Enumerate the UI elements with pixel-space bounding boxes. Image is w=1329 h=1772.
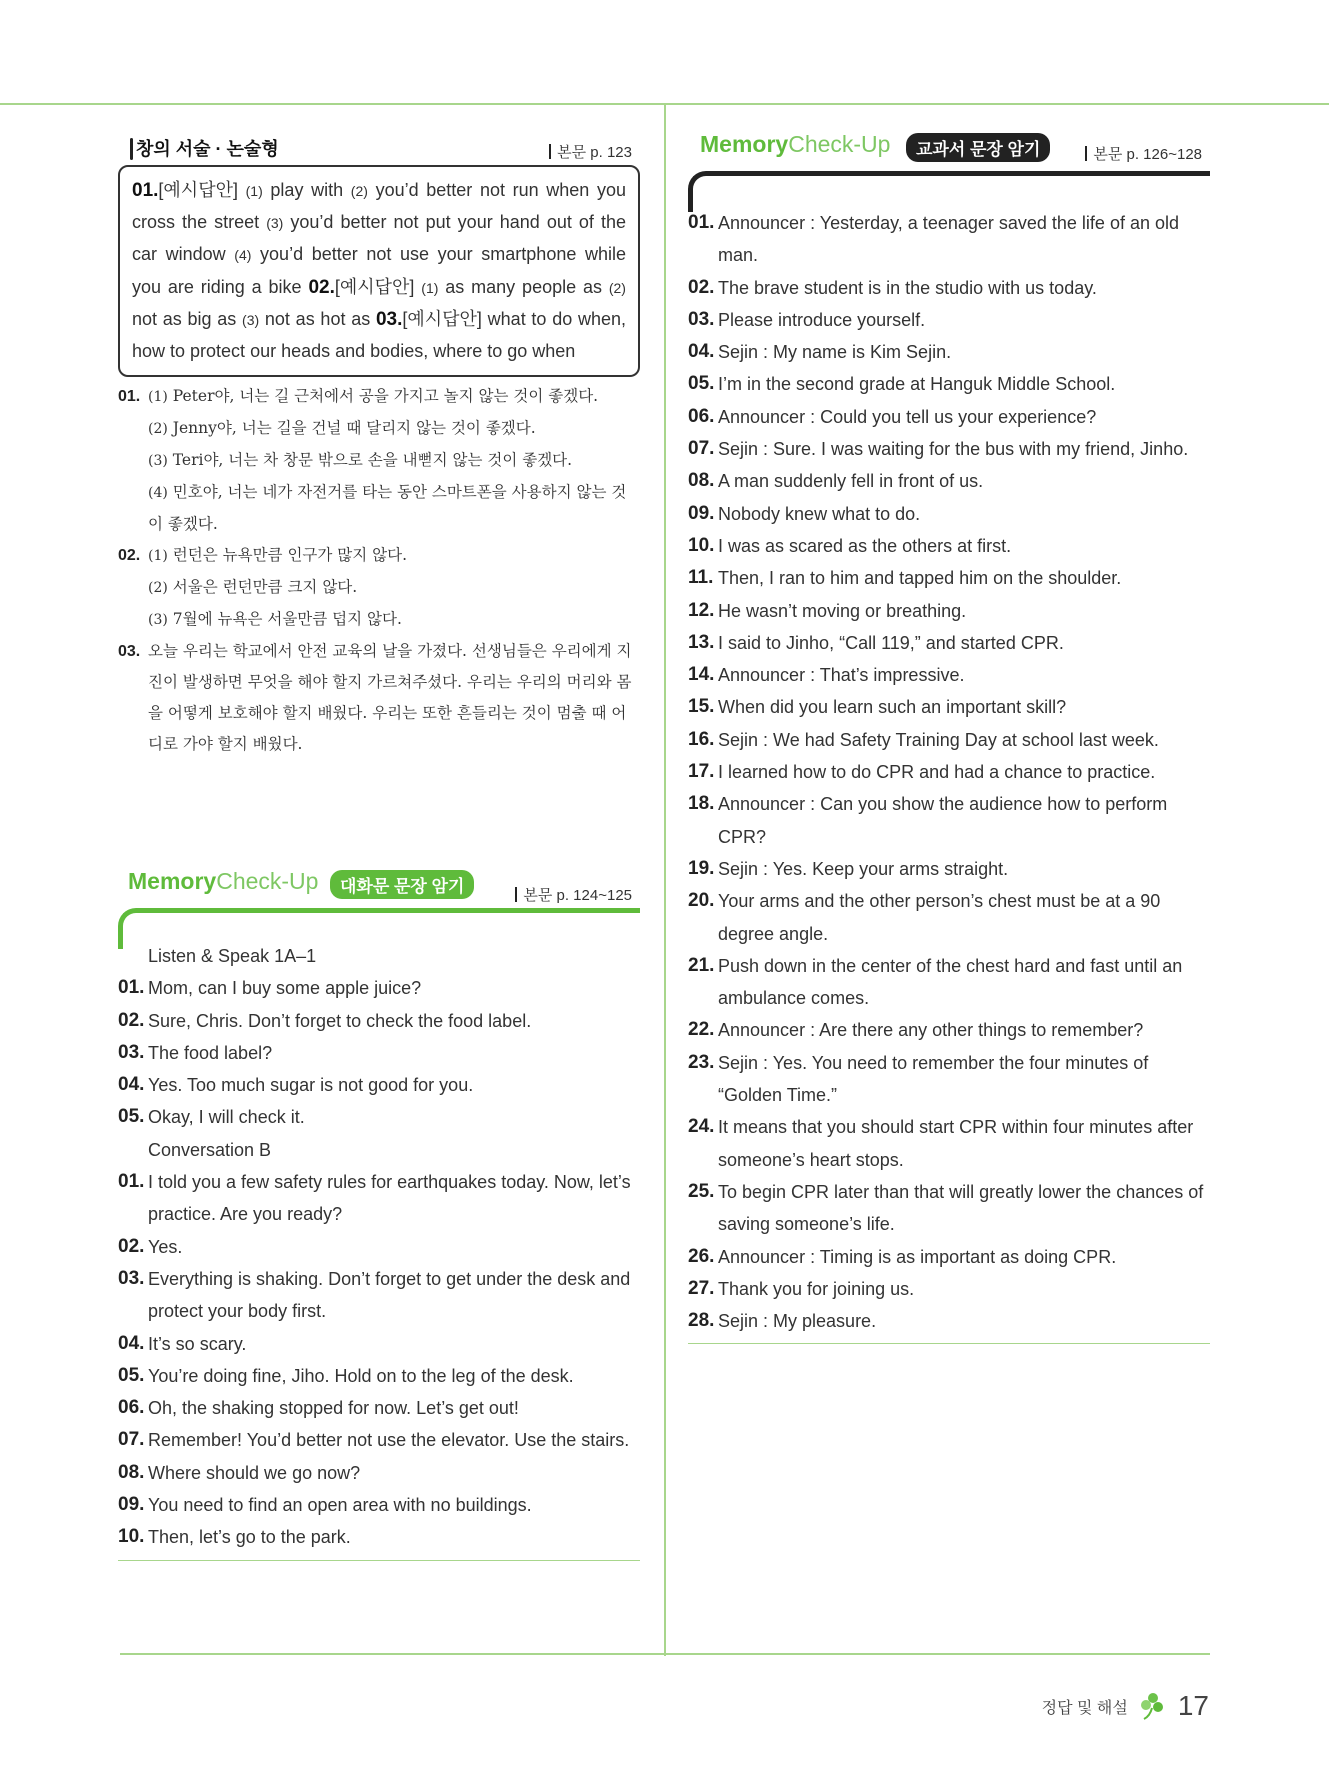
sentence-number: 03. <box>688 308 715 330</box>
answer-sub-number: (3) <box>266 215 284 232</box>
korean-item <box>118 445 640 477</box>
sentence-text: Announcer : Can you show the audience how to perform CPR? <box>718 794 1168 847</box>
sentence-line <box>118 1101 640 1133</box>
sentence-number: 22. <box>688 1019 715 1041</box>
answer-box <box>118 165 640 377</box>
sentence-number: 11. <box>688 567 714 589</box>
sentence-text: Announcer : Timing is as important as doing CPR. <box>718 1246 1117 1267</box>
sentence-number: 01. <box>688 212 715 233</box>
sentence-number: 24. <box>688 1116 715 1138</box>
creative-header <box>118 135 640 165</box>
sentence-text: Yes. <box>148 1236 183 1257</box>
korean-item <box>118 413 640 445</box>
sentence-line <box>688 368 1210 400</box>
sentence-number: 05. <box>118 1106 145 1128</box>
sentence-line <box>118 1166 640 1231</box>
sentence-line <box>118 1134 640 1166</box>
memory-word: Memory <box>700 131 789 157</box>
sentence-number: 06. <box>118 1397 145 1419</box>
sentence-line <box>688 950 1210 1015</box>
sentence-line <box>118 1392 640 1424</box>
sentence-text: Thank you for joining us. <box>718 1278 915 1299</box>
sentence-text: Mom, can I buy some apple juice? <box>148 978 422 999</box>
column-divider <box>664 103 666 1656</box>
sentence-number: 03. <box>118 1267 145 1289</box>
sentence-text: Announcer : Could you tell us your experience? <box>718 406 1097 427</box>
sentence-line <box>688 659 1210 691</box>
korean-item-sub: (1) <box>148 389 168 406</box>
memory-right-end-rule <box>688 1343 1210 1344</box>
sentence-line <box>688 853 1210 885</box>
sentence-number: 13. <box>688 631 715 653</box>
sentence-number: 28. <box>688 1310 715 1332</box>
korean-item-sub: (2) <box>148 580 168 597</box>
sentence-line <box>688 465 1210 497</box>
memory-left-section <box>118 868 640 1561</box>
sentence-number: 09. <box>118 1494 145 1516</box>
sentence-number: 16. <box>688 728 715 750</box>
korean-translation-list <box>118 381 640 760</box>
sentence-text: Sejin : Yes. You need to remember the four minutes of “Golden Time.” <box>718 1052 1149 1106</box>
sentence-text: Nobody knew what to do. <box>718 503 921 524</box>
sentence-number: 25. <box>688 1180 715 1202</box>
sentence-line <box>688 530 1210 562</box>
sentence-line <box>118 1521 640 1553</box>
sentence-number: 02. <box>688 276 715 298</box>
korean-item <box>118 540 640 572</box>
checkup-word: Check-Up <box>216 868 319 894</box>
creative-title: 창의 서술 · 논술형 <box>136 139 279 159</box>
korean-item-sub: (3) <box>148 453 168 470</box>
answer-number: 03. <box>375 308 403 330</box>
sentence-line <box>688 1176 1210 1241</box>
sentence-line <box>118 1424 640 1456</box>
page-number: 17 <box>1177 1690 1209 1721</box>
checkup-word: Check-Up <box>788 131 891 157</box>
sentence-line <box>688 272 1210 304</box>
sentence-text: It’s so scary. <box>148 1333 247 1354</box>
sentence-text: A man suddenly fell in front of us. <box>718 471 984 492</box>
korean-item <box>118 604 640 636</box>
sentence-number: 01. <box>118 1171 145 1193</box>
sentence-line <box>118 972 640 1004</box>
sentence-text: I’m in the second grade at Hanguk Middle School. <box>718 374 1116 395</box>
korean-item <box>118 572 640 604</box>
sentence-number: 05. <box>688 373 715 395</box>
sentence-text: Sejin : My name is Kim Sejin. <box>718 342 952 363</box>
sentence-line <box>688 336 1210 368</box>
korean-item-number: 02. <box>118 547 141 565</box>
sentence-number: 04. <box>118 1074 145 1096</box>
korean-item-text: 오늘 우리는 학교에서 안전 교육의 날을 가졌다. 선생님들은 우리에게 지진이 발생하면 무엇을 해야 할지 가르쳐주셨다. 우리는 우리의 머리와 몸을 어떻게 보호해야 할지 배웠다. 우리는 또한 흔들리는 것이 멈출 때 어디로 가야 할지 배웠다. <box>148 642 632 754</box>
memory-word: Memory <box>128 868 217 894</box>
sentence-line <box>118 1328 640 1360</box>
sentence-text: I was as scared as the others at first. <box>718 535 1012 556</box>
korean-item-number: 01. <box>118 388 141 406</box>
sentence-line <box>688 885 1210 950</box>
sentence-text: Then, let’s go to the park. <box>148 1527 351 1548</box>
answer-text: not as hot as <box>259 308 376 329</box>
sentence-number: 17. <box>688 761 715 783</box>
korean-item-text: Peter야, 너는 길 근처에서 공을 가지고 놀지 않는 것이 좋겠다. <box>172 387 599 406</box>
sentence-line <box>688 691 1210 723</box>
sentence-number: 14. <box>688 664 715 686</box>
korean-item-sub: (4) <box>148 485 168 502</box>
answer-text: you’d better not put your hand out of the car window <box>132 212 626 265</box>
sentence-text: Sejin : Sure. I was waiting for the bus with my friend, Jinho. <box>718 439 1189 460</box>
sentence-text: Listen & Speak 1A–1 <box>148 946 317 966</box>
sentence-number: 05. <box>118 1364 145 1386</box>
sentence-line <box>688 304 1210 336</box>
memory-right-lines <box>688 207 1210 1337</box>
sentence-number: 10. <box>118 1526 145 1548</box>
answer-sub-number: (3) <box>242 311 260 328</box>
korean-item-sub: (1) <box>148 548 168 565</box>
sentence-line <box>688 401 1210 433</box>
sentence-number: 23. <box>688 1051 715 1073</box>
sentence-line <box>118 1231 640 1263</box>
memory-left-end-rule <box>118 1560 640 1561</box>
sentence-text: I told you a few safety rules for earthquakes today. Now, let’s practice. Are you ready? <box>148 1172 631 1225</box>
sentence-text: When did you learn such an important skill? <box>718 697 1067 718</box>
sentence-line <box>118 1457 640 1489</box>
sentence-text: Remember! You’d better not use the elevator. Use the stairs. <box>148 1430 630 1451</box>
korean-item-number: 03. <box>118 643 141 661</box>
sentence-text: Announcer : Are there any other things to remember? <box>718 1020 1144 1041</box>
sentence-text: It means that you should start CPR within four minutes after someone’s heart stops. <box>718 1117 1194 1170</box>
sentence-number: 08. <box>118 1461 145 1483</box>
memory-left-lines <box>118 940 640 1554</box>
sentence-number: 09. <box>688 502 715 524</box>
sentence-text: He wasn’t moving or breathing. <box>718 600 967 621</box>
memory-right-title <box>700 131 890 158</box>
answer-sub-number: (1) <box>245 183 263 199</box>
korean-item <box>118 636 640 760</box>
clover-leaf-icon <box>1138 1691 1168 1721</box>
answer-text: [예시답안] <box>158 180 246 200</box>
answer-sub-number: (2) <box>608 279 626 296</box>
memory-right-page-ref: 본문 p. 126~128 <box>1085 143 1202 164</box>
sentence-number: 01. <box>118 977 145 999</box>
sentence-text: You need to find an open area with no buildings. <box>148 1495 532 1516</box>
sentence-line <box>688 433 1210 465</box>
sentence-text: Sejin : We had Safety Training Day at school last week. <box>718 729 1159 750</box>
sentence-text: Where should we go now? <box>148 1462 361 1483</box>
sentence-text: The food label? <box>148 1042 273 1063</box>
sentence-number: 08. <box>688 470 715 492</box>
sentence-text: To begin CPR later than that will greatly lower the chances of saving someone’s life. <box>718 1181 1204 1235</box>
sentence-line <box>688 1241 1210 1273</box>
creative-section <box>118 135 640 760</box>
sentence-line <box>118 940 640 972</box>
memory-left-page-ref: 본문 p. 124~125 <box>515 884 632 905</box>
sentence-line <box>688 1047 1210 1112</box>
answer-text: as many people as <box>438 276 609 297</box>
answer-sub-number: (2) <box>350 183 368 199</box>
answer-sub-number: (1) <box>421 279 439 296</box>
sentence-text: Sejin : My pleasure. <box>718 1311 877 1332</box>
answer-text: [예시답안] <box>334 276 422 297</box>
sentence-line <box>118 1005 640 1037</box>
answer-text: play with <box>262 180 351 200</box>
sentence-line <box>118 1069 640 1101</box>
footer-label: 정답 및 해설 <box>1041 1699 1128 1717</box>
sentence-number: 26. <box>688 1245 715 1267</box>
sentence-number: 10. <box>688 534 715 556</box>
sentence-number: 04. <box>688 341 715 363</box>
sentence-text: Everything is shaking. Don’t forget to get under the desk and protect your body first. <box>148 1268 631 1322</box>
sentence-number: 06. <box>688 405 715 427</box>
sentence-text: I said to Jinho, “Call 119,” and started CPR. <box>718 632 1064 653</box>
sentence-line <box>118 1489 640 1521</box>
sentence-number: 27. <box>688 1277 715 1299</box>
korean-item-text: 서울은 런던만큼 크지 않다. <box>172 578 358 597</box>
memory-right-section <box>688 131 1210 1344</box>
korean-item-text: Teri야, 너는 차 창문 밖으로 손을 내뻗지 않는 것이 좋겠다. <box>172 451 573 470</box>
sentence-number: 07. <box>118 1429 145 1451</box>
sentence-number: 03. <box>118 1041 145 1063</box>
memory-left-badge: 대화문 문장 암기 <box>330 870 474 899</box>
answer-text: [예시답안] what to do when, how to protect our heads and bodies, where to go when <box>132 308 626 362</box>
sentence-text: Sure, Chris. Don’t forget to check the food label. <box>148 1010 532 1031</box>
sentence-text: The brave student is in the studio with us today. <box>718 277 1097 298</box>
sentence-text: Then, I ran to him and tapped him on the shoulder. <box>718 568 1122 589</box>
korean-item-text: 7월에 뉴욕은 서울만큼 덥지 않다. <box>172 610 402 629</box>
sentence-number: 02. <box>118 1009 145 1031</box>
memory-right-badge: 교과서 문장 암기 <box>906 133 1050 162</box>
sentence-number: 15. <box>688 696 715 718</box>
sentence-text: Sejin : Yes. Keep your arms straight. <box>718 858 1009 879</box>
sentence-text: Yes. Too much sugar is not good for you. <box>148 1075 474 1096</box>
sentence-text: I learned how to do CPR and had a chance to practice. <box>718 762 1156 783</box>
creative-page-ref: 본문 p. 123 <box>549 141 632 162</box>
sentence-line <box>118 1037 640 1069</box>
sentence-line <box>688 207 1210 272</box>
answer-text: you’d better not run when you cross the street <box>132 180 626 233</box>
sentence-text: Push down in the center of the chest hard and fast until an ambulance comes. <box>718 955 1183 1009</box>
sentence-line <box>118 1263 640 1328</box>
sentence-line <box>688 562 1210 594</box>
sentence-number: 18. <box>688 793 715 815</box>
sentence-number: 07. <box>688 438 715 460</box>
sentence-number: 20. <box>688 890 715 912</box>
korean-item-text: 민호야, 너는 네가 자전거를 타는 동안 스마트폰을 사용하지 않는 것이 좋겠다. <box>148 483 627 534</box>
sentence-text: Announcer : That’s impressive. <box>718 665 965 686</box>
answer-text: you’d better not use your smartphone while you are riding a bike <box>132 244 626 297</box>
answer-sub-number: (4) <box>234 247 252 264</box>
sentence-text: You’re doing fine, Jiho. Hold on to the leg of the desk. <box>148 1365 574 1386</box>
sentence-line <box>688 756 1210 788</box>
sentence-text: Please introduce yourself. <box>718 309 926 330</box>
memory-left-title <box>128 868 318 895</box>
sentence-number: 02. <box>118 1235 145 1257</box>
sentence-text: Your arms and the other person’s chest must be at a 90 degree angle. <box>718 891 1161 944</box>
korean-item <box>118 381 640 413</box>
sentence-number: 12. <box>688 599 715 621</box>
sentence-line <box>688 1305 1210 1337</box>
korean-item-text: 런던은 뉴욕만큼 인구가 많지 않다. <box>172 546 408 565</box>
sentence-number: 04. <box>118 1332 145 1354</box>
sentence-line <box>118 1360 640 1392</box>
memory-right-hook <box>688 171 1210 211</box>
answer-number: 02. <box>308 276 335 298</box>
answer-text: not as big as <box>132 308 243 329</box>
korean-item-sub: (2) <box>148 421 168 438</box>
memory-right-header <box>688 131 1210 171</box>
sentence-line <box>688 627 1210 659</box>
page-footer <box>1042 1690 1209 1722</box>
sentence-text: Conversation B <box>148 1139 272 1160</box>
sentence-text: Okay, I will check it. <box>148 1107 305 1128</box>
korean-item <box>118 477 640 540</box>
header-tab-mark <box>130 138 133 160</box>
sentence-number: 19. <box>688 857 715 879</box>
answer-number: 01. <box>132 180 159 201</box>
sentence-line <box>688 1111 1210 1176</box>
sentence-line <box>688 724 1210 756</box>
sentence-number: 21. <box>688 954 715 976</box>
sentence-text: Oh, the shaking stopped for now. Let’s get out! <box>148 1398 519 1419</box>
sentence-line <box>688 788 1210 853</box>
sentence-line <box>688 498 1210 530</box>
sentence-line <box>688 1014 1210 1046</box>
korean-item-text: Jenny야, 너는 길을 건널 때 달리지 않는 것이 좋겠다. <box>172 419 536 438</box>
sentence-line <box>688 595 1210 627</box>
korean-item-sub: (3) <box>148 612 168 629</box>
sentence-text: Announcer : Yesterday, a teenager saved the life of an old man. <box>718 213 1179 266</box>
memory-left-header <box>118 868 640 908</box>
sentence-line <box>688 1273 1210 1305</box>
bottom-rule <box>120 1653 1210 1655</box>
